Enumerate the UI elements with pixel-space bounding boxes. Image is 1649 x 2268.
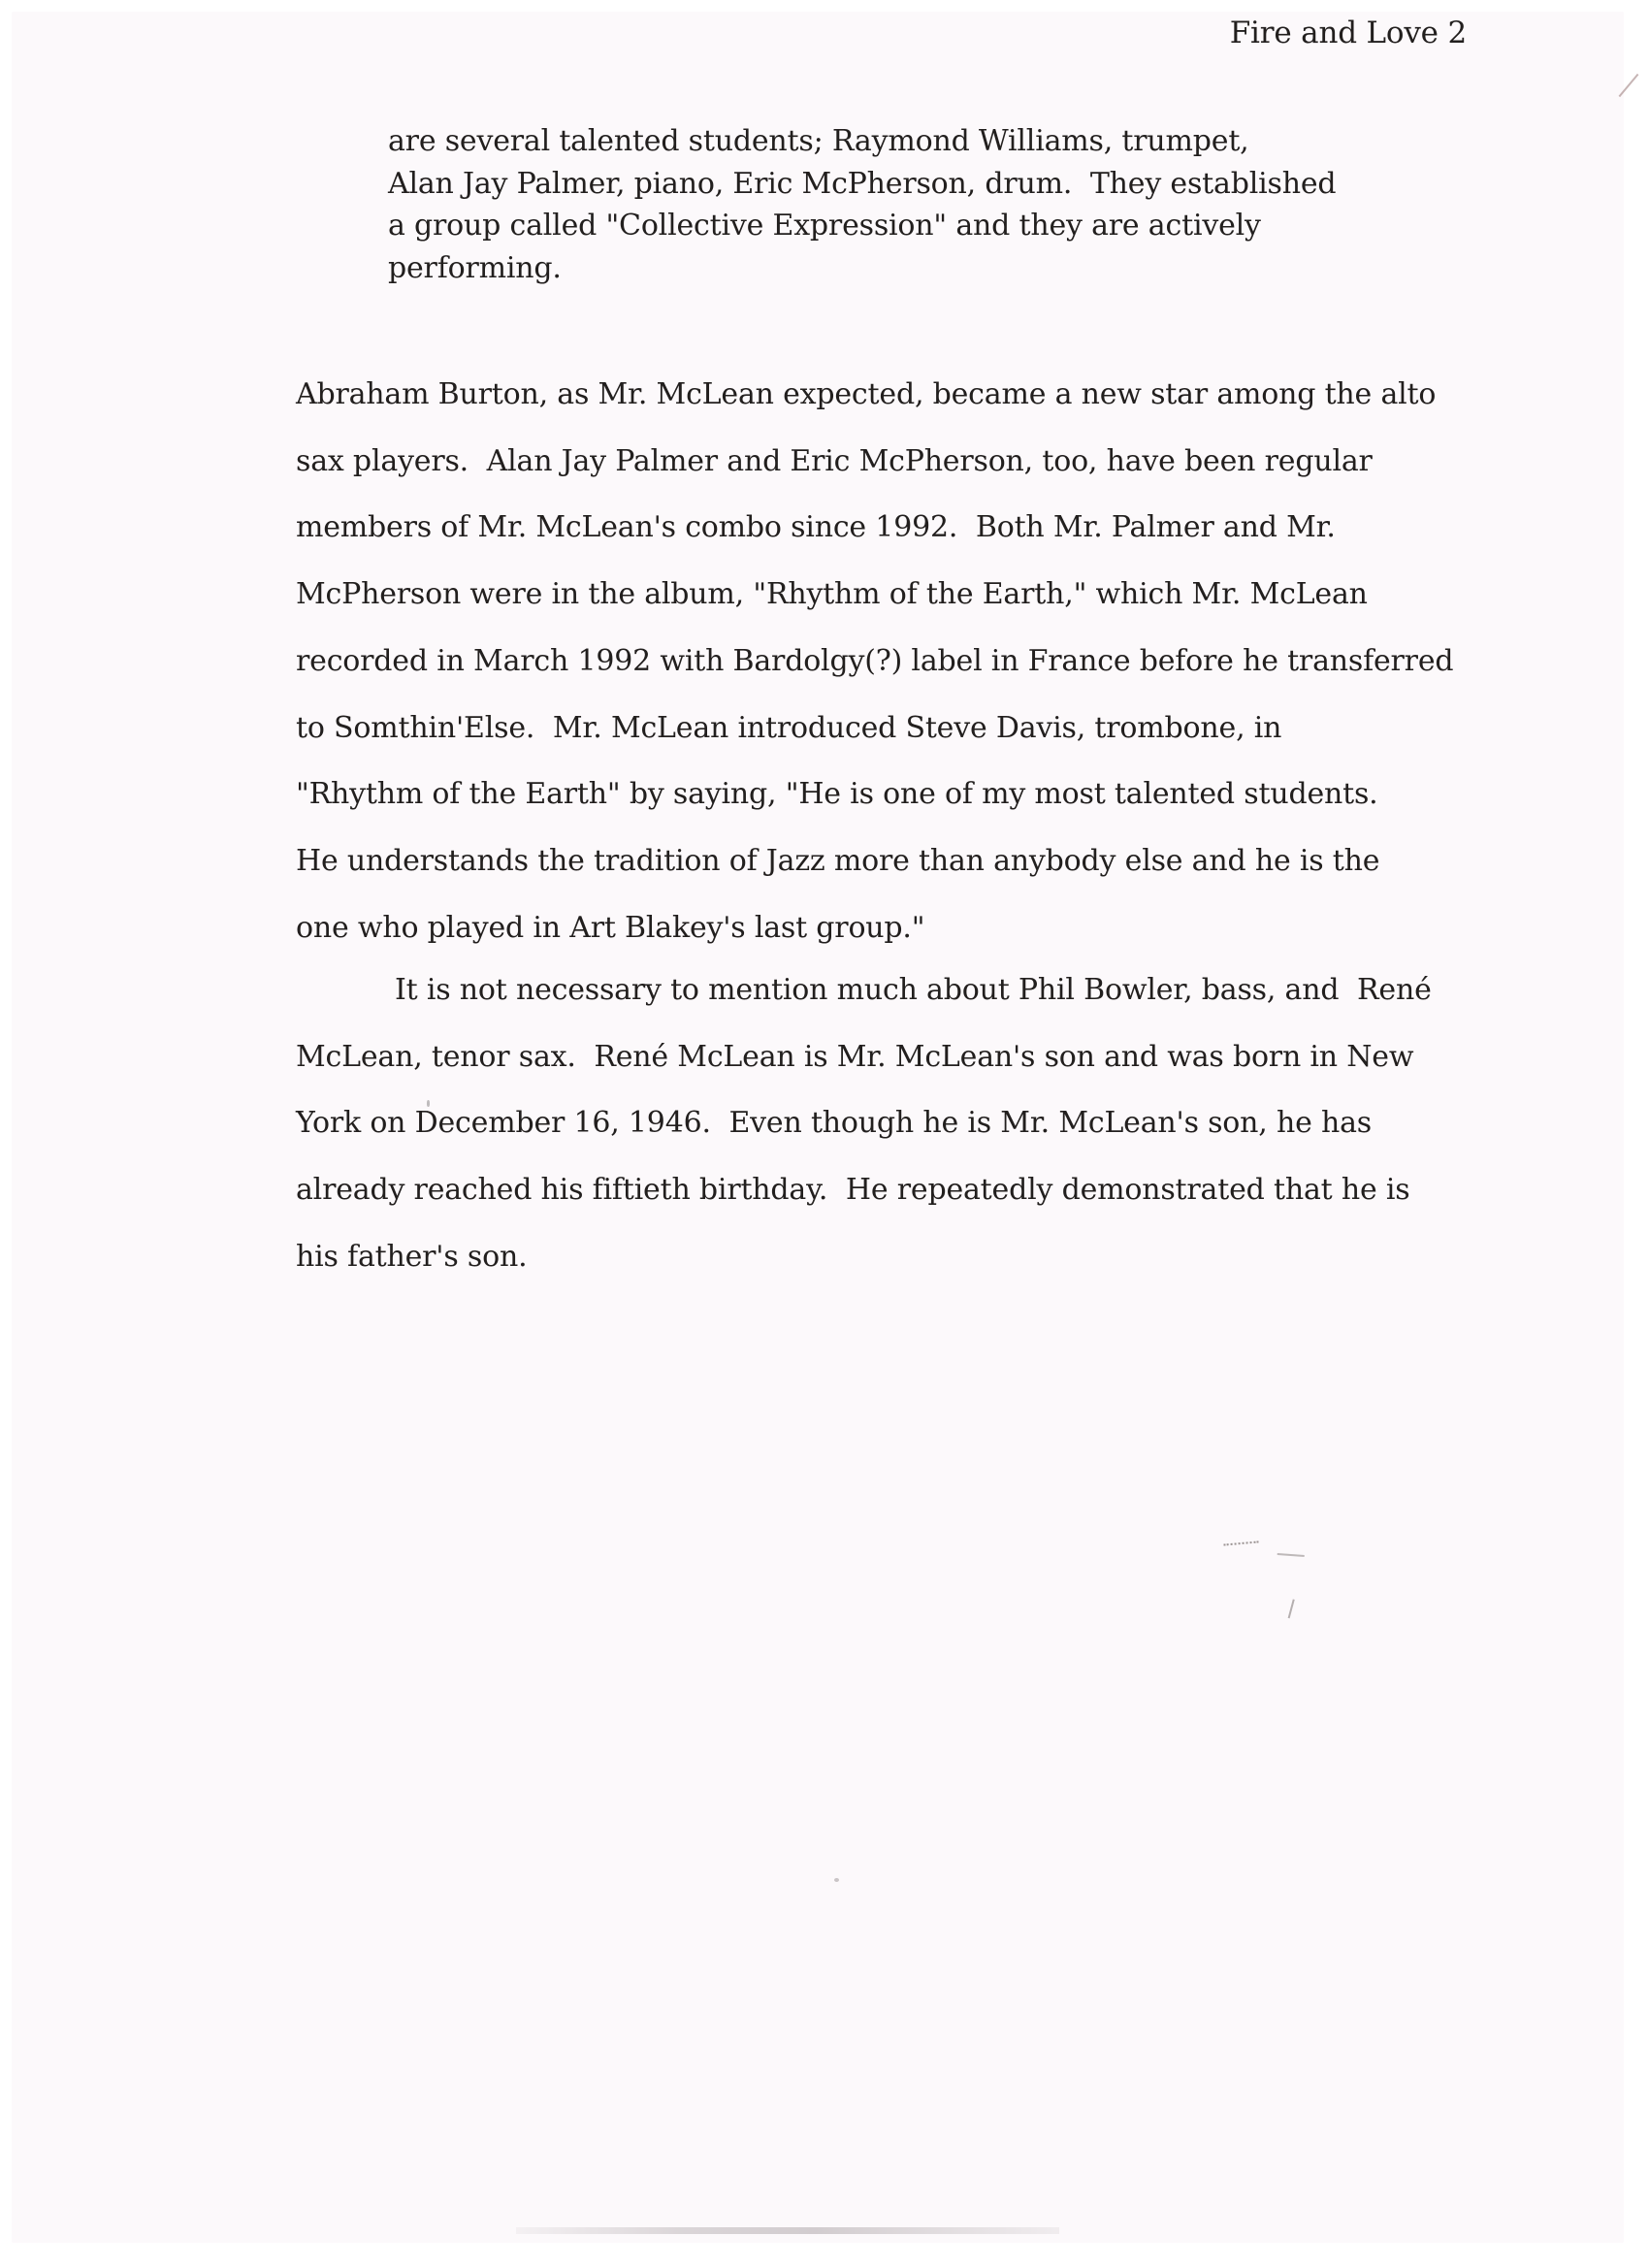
body-line: recorded in March 1992 with Bardolgy(?) label in France before he transferred [296, 643, 1454, 678]
body-line: Abraham Burton, as Mr. McLean expected, became a new star among the alto [296, 377, 1437, 411]
body-line: already reached his fiftieth birthday. He repeatedly demonstrated that he is [296, 1173, 1410, 1208]
scanner-mark [1619, 74, 1639, 97]
body-line: McLean, tenor sax. René McLean is Mr. McLean's son and was born in New [296, 1039, 1414, 1074]
paragraph-2 [296, 957, 1432, 1291]
ink-speck [834, 1878, 839, 1882]
ink-speck [427, 1100, 430, 1107]
quote-line: a group called "Collective Expression" and they are actively [388, 209, 1261, 243]
body-line: He understands the tradition of Jazz more than anybody else and he is the [296, 843, 1380, 878]
body-line: sax players. Alan Jay Palmer and Eric McPherson, too, have been regular [296, 443, 1373, 478]
body-line: to Somthin'Else. Mr. McLean introduced Steve Davis, trombone, in [296, 710, 1282, 745]
paragraph-1 [296, 362, 1453, 961]
body-line: It is not necessary to mention much about Phil Bowler, bass, and René [395, 973, 1432, 1007]
pencil-smudge [1224, 1540, 1260, 1555]
body-line: "Rhythm of the Earth" by saying, "He is one of my most talented students. [296, 777, 1378, 812]
scan-edge-smudge [516, 2227, 1059, 2234]
page-header: Fire and Love 2 [1229, 16, 1467, 50]
body-line: McPherson were in the album, "Rhythm of the Earth," which Mr. McLean [296, 577, 1368, 612]
pencil-smudge [1277, 1545, 1306, 1557]
quote-line: are several talented students; Raymond Williams, trumpet, [388, 124, 1249, 158]
quote-line: Alan Jay Palmer, piano, Eric McPherson, drum. They established [388, 166, 1337, 201]
body-line: his father's son. [296, 1239, 528, 1274]
scanned-sheet [12, 12, 1624, 2243]
block-quote [388, 120, 1336, 289]
quote-line: performing. [388, 250, 562, 285]
body-line: York on December 16, 1946. Even though he is Mr. McLean's son, he has [296, 1106, 1372, 1141]
pencil-smudge [1288, 1600, 1307, 1622]
body-line: members of Mr. McLean's combo since 1992. Both Mr. Palmer and Mr. [296, 510, 1336, 545]
body-line: one who played in Art Blakey's last group." [296, 910, 925, 945]
